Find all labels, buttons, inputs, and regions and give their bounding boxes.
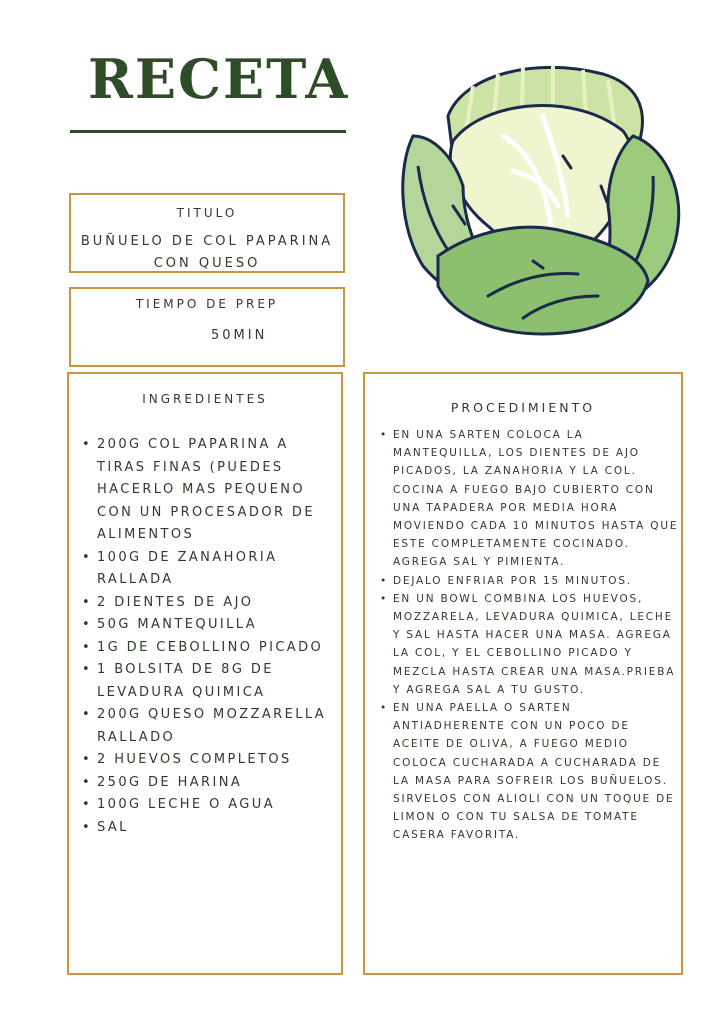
ingredient-item: • 100G LECHE O AGUA: [82, 794, 344, 817]
procedure-heading: PROCEDIMIENTO: [450, 400, 596, 415]
procedure-step: • EN UNA PAELLA O SARTEN ANTIADHERENTE CON UN POCO DE ACEITE DE OLIVA, A FUEGO MEDIO COLOCA CUCHARADA A CUCHARADA DE LA MASA PARA SOFREIR LOS BUÑUELOS. SIRVELOS CON ALIOLI CON UN TOQUE DE LIMON O CON TU SALSA DE TOMATE CASERA FAVORITA.: [380, 699, 680, 845]
ingredient-item: • 2 DIENTES DE AJO: [82, 592, 344, 615]
recipe-title-box: [69, 193, 345, 273]
title-underline: [70, 130, 346, 133]
ingredient-item: • 250G DE HARINA: [82, 772, 344, 795]
title-label: TITULO: [176, 206, 238, 220]
ingredients-list: [82, 434, 344, 839]
ingredients-heading: INGREDIENTES: [142, 392, 268, 406]
prep-time-box: [69, 287, 345, 367]
procedure-step: • EN UNA SARTEN COLOCA LA MANTEQUILLA, LOS DIENTES DE AJO PICADOS, LA ZANAHORIA Y LA COL. COCINA A FUEGO BAJO CUBIERTO CON UNA TAPADERA POR MEDIA HORA MOVIENDO CADA 10 MINUTOS HASTA QUE ESTE COMPLETAMENTE COCINADO. AGREGA SAL Y PIMIENTA.: [380, 426, 680, 572]
ingredients-box: [67, 372, 343, 975]
ingredient-item: • 100G DE ZANAHORIA RALLADA: [82, 547, 344, 592]
procedure-step: • EN UN BOWL COMBINA LOS HUEVOS, MOZZARELA, LEVADURA QUIMICA, LECHE Y SAL HASTA HACER UNA MASA. AGREGA LA COL, Y EL CEBOLLINO PICADO Y MEZCLA HASTA CREAR UNA MASA.PRIEBA Y AGREGA SAL A TU GUSTO.: [380, 590, 680, 699]
ingredient-item: • SAL: [82, 817, 344, 840]
recipe-title: BUÑUELO DE COL PAPARINA CON QUESO: [80, 234, 334, 271]
ingredient-item: • 1 BOLSITA DE 8G DE LEVADURA QUIMICA: [82, 659, 344, 704]
procedure-step: • DEJALO ENFRIAR POR 15 MINUTOS.: [380, 572, 680, 590]
prep-time-label: TIEMPO DE PREP: [135, 297, 279, 311]
ingredient-item: • 1G DE CEBOLLINO PICADO: [82, 637, 344, 660]
procedure-box: [363, 372, 683, 975]
cabbage-icon: [393, 56, 683, 336]
ingredient-item: • 200G QUESO MOZZARELLA RALLADO: [82, 704, 344, 749]
ingredient-item: • 200G COL PAPARINA A TIRAS FINAS (PUEDES HACERLO MAS PEQUENO CON UN PROCESADOR DE ALIMENTOS: [82, 434, 344, 547]
page-title: RECETA: [88, 47, 350, 111]
ingredient-item: • 2 HUEVOS COMPLETOS: [82, 749, 344, 772]
prep-time-value: 50MIN: [211, 328, 268, 343]
ingredient-item: • 50G MANTEQUILLA: [82, 614, 344, 637]
procedure-list: [380, 426, 680, 845]
